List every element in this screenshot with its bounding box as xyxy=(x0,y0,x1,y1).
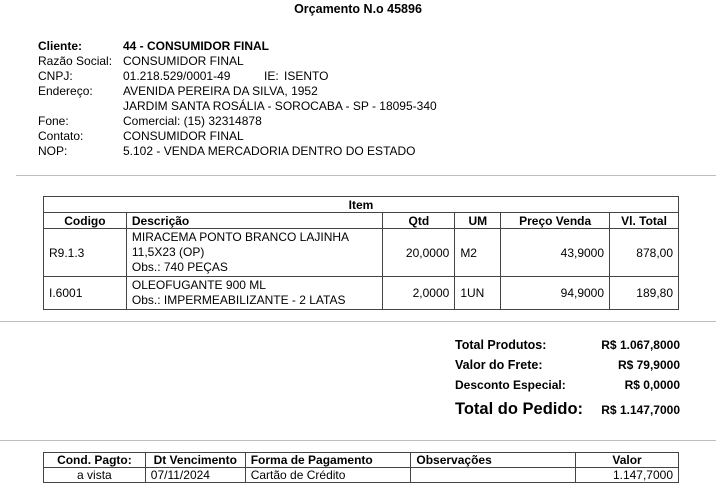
item-descricao xyxy=(126,229,383,277)
table-row xyxy=(44,229,679,277)
valor-frete-row xyxy=(453,358,680,374)
col-um: UM xyxy=(455,213,501,229)
items-group-header: Item xyxy=(44,197,679,213)
fone-value: Comercial: (15) 32314878 xyxy=(123,114,262,128)
ie-value: ISENTO xyxy=(284,69,329,83)
col-descricao: Descrição xyxy=(126,213,383,229)
desconto-label: Desconto Especial: xyxy=(455,378,566,392)
endereco-line1: AVENIDA PEREIRA DA SILVA, 1952 xyxy=(123,84,318,98)
item-preco: 43,9000 xyxy=(501,229,610,277)
items-header-row xyxy=(44,213,679,229)
col-valor: Valor xyxy=(576,453,679,468)
total-produtos-label: Total Produtos: xyxy=(455,338,547,352)
item-obs-line: Obs.: 740 PEÇAS xyxy=(131,260,228,274)
endereco-line2: JARDIM SANTA ROSÁLIA - SOROCABA - SP - 18095-340 xyxy=(123,99,437,113)
pay-cond: a vista xyxy=(44,468,146,483)
item-descricao-line: OLEOFUGANTE 900 ML xyxy=(131,278,266,292)
item-descricao-line: 11,5X23 (OP) xyxy=(131,245,205,259)
contato-value: CONSUMIDOR FINAL xyxy=(123,129,244,143)
pay-valor: 1.147,7000 xyxy=(576,468,679,483)
valor-frete-value: R$ 79,9000 xyxy=(617,358,680,372)
col-qtd: Qtd xyxy=(383,213,455,229)
payment-header-row xyxy=(44,453,679,468)
item-qtd: 2,0000 xyxy=(383,277,455,310)
payment-table xyxy=(43,452,679,483)
pay-forma: Cartão de Crédito xyxy=(245,468,411,483)
item-codigo: R9.1.3 xyxy=(44,229,127,277)
endereco-label: Endereço: xyxy=(38,84,93,98)
total-produtos-row xyxy=(453,338,680,354)
desconto-value: R$ 0,0000 xyxy=(624,378,680,392)
nop-label: NOP: xyxy=(38,144,68,158)
ie-label: IE: xyxy=(264,69,279,83)
col-forma-pagamento: Forma de Pagamento xyxy=(245,453,411,468)
col-preco-venda: Preço Venda xyxy=(501,213,610,229)
pay-obs xyxy=(411,468,576,483)
valor-frete-label: Valor do Frete: xyxy=(455,358,543,372)
item-descricao xyxy=(126,277,383,310)
total-pedido-value: R$ 1.147,7000 xyxy=(601,403,680,417)
nop-value: 5.102 - VENDA MERCADORIA DENTRO DO ESTADO xyxy=(123,144,416,158)
table-row xyxy=(44,468,679,483)
col-vl-total: Vl. Total xyxy=(610,213,679,229)
razao-social-value: CONSUMIDOR FINAL xyxy=(123,54,244,68)
section-divider xyxy=(0,440,716,441)
item-um: 1UN xyxy=(455,277,501,310)
item-descricao-line: MIRACEMA PONTO BRANCO LAJINHA xyxy=(131,230,350,244)
total-pedido-label: Total do Pedido: xyxy=(455,400,584,418)
cliente-value: 44 - CONSUMIDOR FINAL xyxy=(123,39,270,53)
items-table xyxy=(43,196,679,310)
item-obs-line: Obs.: IMPERMEABILIZANTE - 2 LATAS xyxy=(131,293,346,307)
section-divider xyxy=(16,175,716,176)
desconto-row xyxy=(453,378,680,394)
document-title: Orçamento N.o 45896 xyxy=(294,2,422,16)
section-divider xyxy=(0,321,716,322)
item-qtd: 20,0000 xyxy=(383,229,455,277)
contato-label: Contato: xyxy=(38,129,84,143)
item-codigo: I.6001 xyxy=(44,277,127,310)
total-produtos-value: R$ 1.067,8000 xyxy=(601,338,680,352)
cnpj-value: 01.218.529/0001-49 xyxy=(123,69,231,83)
fone-label: Fone: xyxy=(38,114,69,128)
pay-vencimento: 07/11/2024 xyxy=(145,468,245,483)
item-total: 878,00 xyxy=(610,229,679,277)
col-cond-pagto: Cond. Pagto: xyxy=(44,453,146,468)
table-row xyxy=(44,277,679,310)
total-pedido-row xyxy=(453,400,680,422)
col-dt-vencimento: Dt Vencimento xyxy=(145,453,245,468)
col-codigo: Codigo xyxy=(44,213,127,229)
cnpj-label: CNPJ: xyxy=(38,69,73,83)
item-um: M2 xyxy=(455,229,501,277)
col-observacoes: Observações xyxy=(411,453,576,468)
item-preco: 94,9000 xyxy=(501,277,610,310)
item-total: 189,80 xyxy=(610,277,679,310)
razao-social-label: Razão Social: xyxy=(38,54,113,68)
cliente-label: Cliente: xyxy=(38,39,83,53)
